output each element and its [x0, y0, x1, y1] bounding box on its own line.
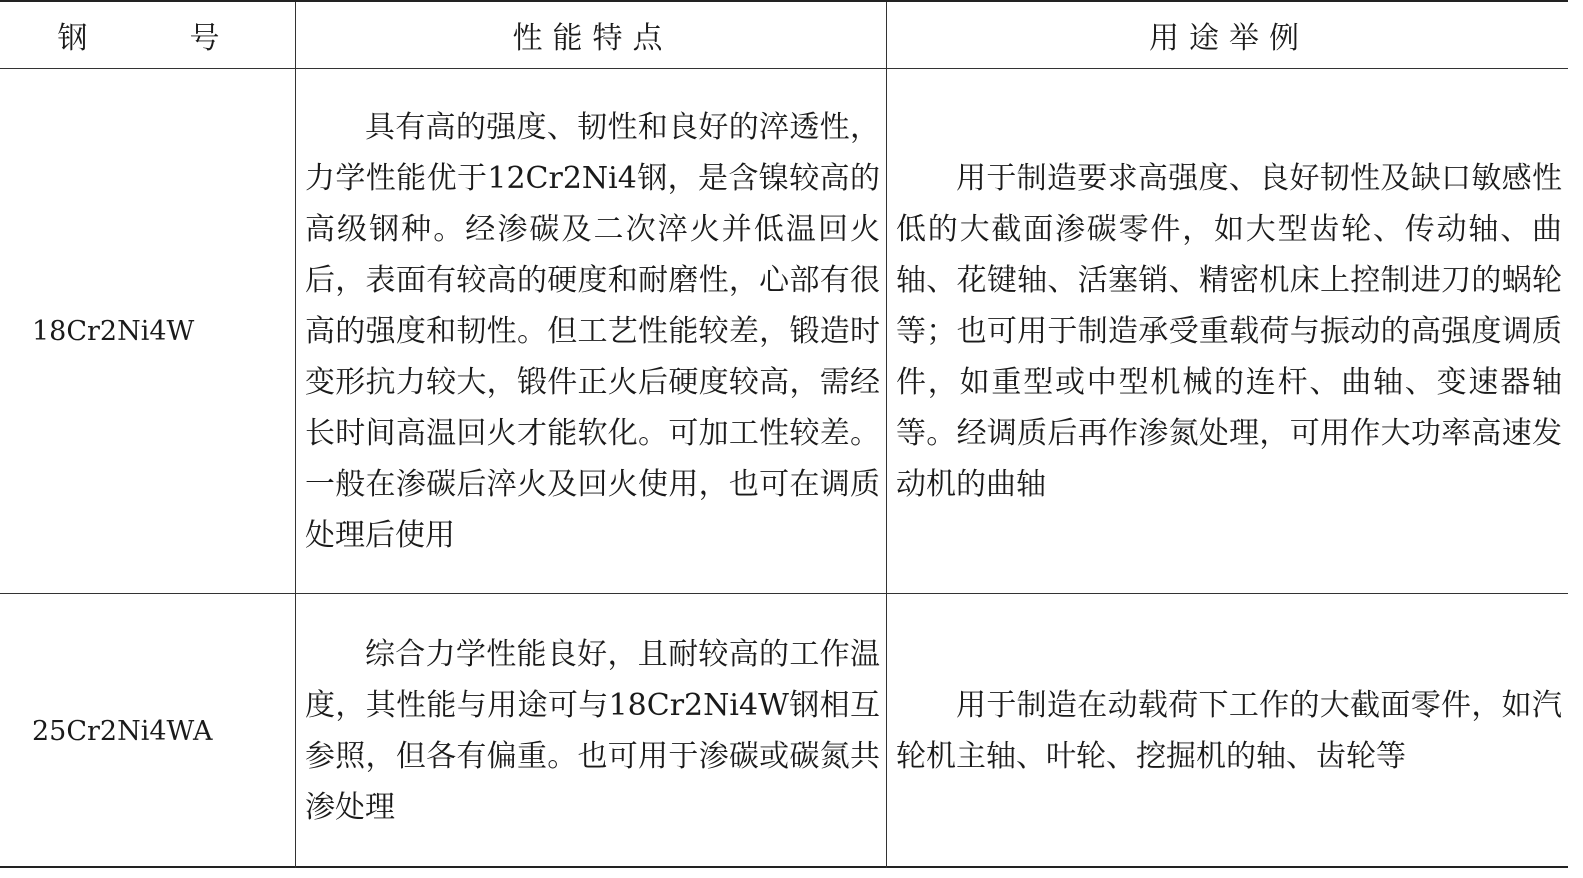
steel-grade: 18Cr2Ni4W	[32, 315, 195, 347]
table-header-row	[0, 2, 1568, 69]
applications-text: 用于制造要求高强度、良好韧性及缺口敏感性低的大截面渗碳零件，如大型齿轮、传动轴、曲轴、花键轴、活塞销、精密机床上控制进刀的蜗轮等；也可用于制造承受重载荷与振动的高强度调质件，如重型或中型机械的连杆、曲轴、变速器轴等。经调质后再作渗氮处理，可用作大功率高速发动机的曲轴	[896, 160, 1562, 502]
table-row	[0, 69, 1568, 594]
properties-cell	[297, 594, 886, 868]
column-divider	[886, 2, 887, 868]
applications-cell	[888, 69, 1568, 593]
applications-text: 用于制造在动载荷下工作的大截面零件，如汽轮机主轴、叶轮、挖掘机的轴、齿轮等	[896, 688, 1562, 774]
properties-text: 具有高的强度、韧性和良好的淬透性，力学性能优于12Cr2Ni4钢，是含镍较高的高级钢种。经渗碳及二次淬火并低温回火后，表面有较高的硬度和耐磨性，心部有很高的强度和韧性。但工艺性能较差，锻造时变形抗力较大，锻件正火后硬度较高，需经长时间高温回火才能软化。可加工性较差。一般在渗碳后淬火及回火使用，也可在调质处理后使用	[305, 109, 880, 553]
header-properties: 性能特点	[512, 21, 673, 56]
header-cell-applications	[888, 2, 1568, 68]
header-cell-properties	[297, 2, 886, 68]
properties-cell	[297, 69, 886, 593]
steel-grade-cell	[0, 594, 295, 868]
column-divider	[295, 2, 296, 868]
header-cell-steel-grade	[0, 2, 295, 68]
properties-text: 综合力学性能良好，且耐较高的工作温度，其性能与用途可与18Cr2Ni4W钢相互参照，但各有偏重。也可用于渗碳或碳氮共渗处理	[305, 637, 880, 825]
header-applications: 用途举例	[1149, 21, 1309, 56]
applications-cell	[888, 594, 1568, 868]
header-steel-grade: 钢 号	[57, 21, 256, 56]
steel-grade-cell	[0, 69, 295, 593]
table-row	[0, 594, 1568, 868]
steel-grade: 25Cr2Ni4WA	[32, 715, 213, 747]
